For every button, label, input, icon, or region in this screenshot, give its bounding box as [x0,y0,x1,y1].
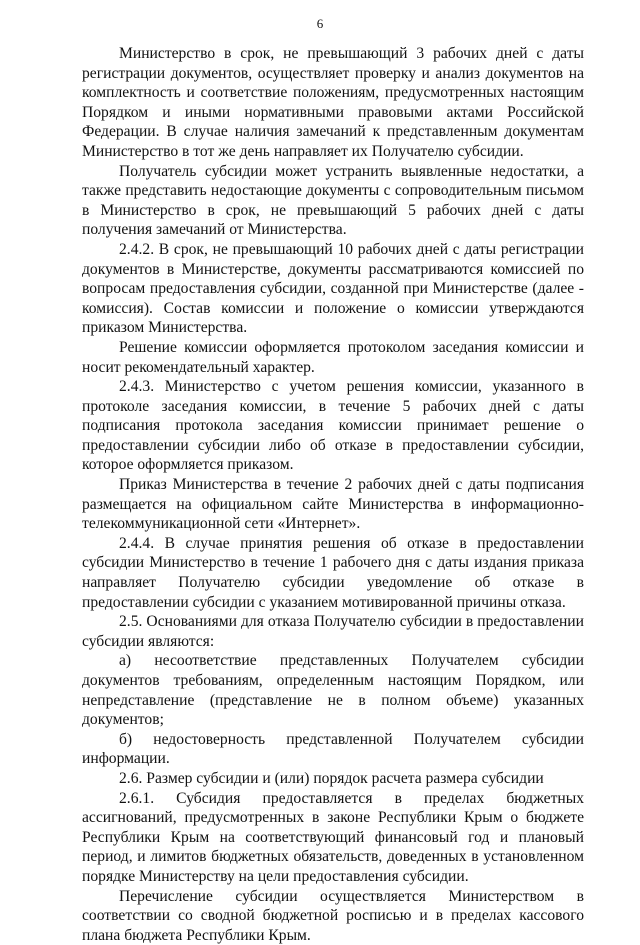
paragraph-corrections: Получатель субсидии может устранить выявленные недостатки, а также представить недостающие документы с сопроводительным письмом в Министерство в срок, не превышающий 5 рабочих дней с даты получения замечаний от Министерства. [82,162,584,239]
paragraph-2-5-b: б) недостоверность представленной Получателем субсидии информации. [82,730,584,768]
paragraph-document-review: Министерство в срок, не превышающий 3 рабочих дней с даты регистрации документов, осуществляет проверку и анализ документов на комплектность и соответствие положениям, предусмотренных настоящим Порядком и иными нормативными правовыми актами Российской Федерации. В случае наличия замечаний к представленным документам Министерство в тот же день направляет их Получателю субсидии. [82,45,584,160]
paragraph-2-5-a: а) несоответствие представленных Получателем субсидии документов требованиям, определенным настоящим Порядком, или непредставление (представление не в полном объеме) указанных документов; [82,652,584,729]
paragraph-transfer: Перечисление субсидии осуществляется Министерством в соответствии со сводной бюджетной росписью и в пределах кассового плана бюджета Республики Крым. [82,887,584,944]
paragraph-2-4-3: 2.4.3. Министерство с учетом решения комиссии, указанного в протоколе заседания комиссии, в течение 5 рабочих дней с даты подписания протокола заседания комиссии принимает решение о предоставлении субсидии либо об отказе в предоставлении субсидии, которое оформляется приказом. [82,378,584,474]
paragraph-2-4-2: 2.4.2. В срок, не превышающий 10 рабочих дней с даты регистрации документов в Министерстве, документы рассматриваются комиссией по вопросам предоставления субсидии, созданной при Министерстве (далее - комиссия). Состав комиссии и положение о комиссии утверждаются приказом Министерства. [82,240,584,337]
page-number: 6 [316,16,324,31]
paragraph-commission-decision: Решение комиссии оформляется протоколом заседания комиссии и носит рекомендательный характер. [82,338,584,376]
paragraph-order-publication: Приказ Министерства в течение 2 рабочих дней с даты подписания размещается на официальном сайте Министерства в информационно-телекоммуникационной сети «Интернет». [82,476,584,533]
document-body [82,44,584,945]
paragraph-2-6-1: 2.6.1. Субсидия предоставляется в пределах бюджетных ассигнований, предусмотренных в законе Республики Крым о бюджете Республики Крым на соответствующий финансовый год и плановый период, и лимитов бюджетных обязательств, доведенных в установленном порядке Министерству на цели предоставления субсидии. [82,789,584,885]
paragraph-2-6: 2.6. Размер субсидии и (или) порядок расчета размера субсидии [119,769,544,787]
paragraph-2-4-4: 2.4.4. В случае принятия решения об отказе в предоставлении субсидии Министерство в течение 1 рабочего дня с даты издания приказа направляет Получателю субсидии уведомление об отказе в предоставлении субсидии с указанием мотивированной причины отказа. [82,534,584,611]
paragraph-2-5: 2.5. Основаниями для отказа Получателю субсидии в предоставлении субсидии являются: [82,613,584,650]
